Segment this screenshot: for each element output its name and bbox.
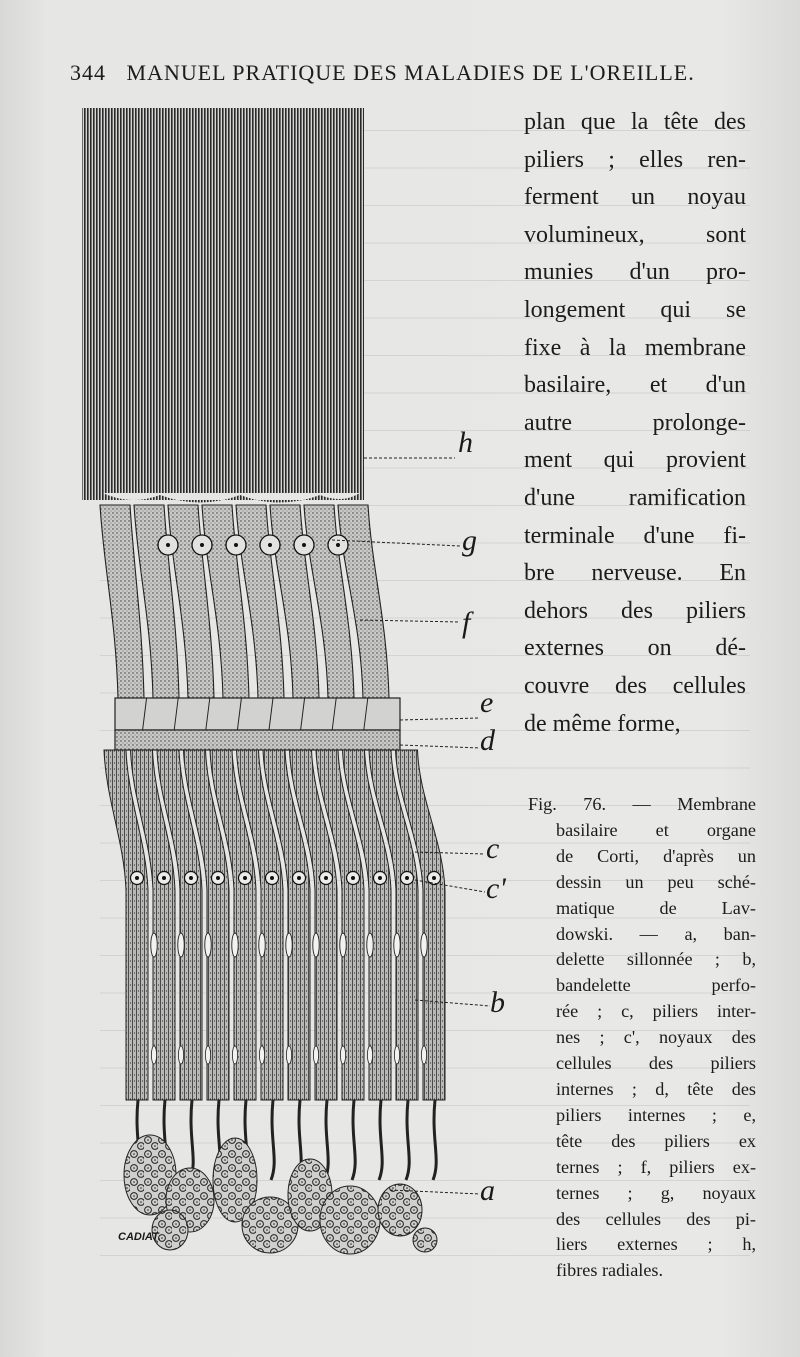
nucleus-dot bbox=[336, 543, 340, 547]
caption-line: ternes ; f, piliers ex- bbox=[556, 1156, 756, 1177]
perforation bbox=[151, 1046, 156, 1064]
body-line: fixe à la membrane bbox=[524, 334, 746, 361]
caption-line: delette sillonnée ; b, bbox=[556, 949, 756, 970]
body-line: externes on dé- bbox=[524, 635, 746, 662]
fibre-tail bbox=[406, 1100, 409, 1180]
figure-illustration bbox=[60, 100, 510, 1270]
perforation bbox=[286, 933, 292, 957]
caption-line: liers externes ; h, bbox=[556, 1234, 756, 1255]
body-text-column bbox=[524, 104, 746, 743]
external-pillar-heads bbox=[115, 698, 400, 730]
internal-nucleus-dot bbox=[297, 876, 301, 880]
perforation bbox=[367, 933, 373, 957]
body-line: terminale d'une fi- bbox=[524, 522, 746, 549]
caption-line: Fig. 76. — Membrane bbox=[528, 794, 756, 814]
cell-cluster bbox=[413, 1228, 437, 1252]
fibre-tail bbox=[271, 1100, 274, 1180]
nucleus-dot bbox=[302, 543, 306, 547]
body-line: plan que la tête des bbox=[524, 109, 746, 135]
caption-line: fibres radiales. bbox=[556, 1260, 664, 1281]
caption-line: tête des piliers ex bbox=[556, 1130, 756, 1151]
running-title: MANUEL PRATIQUE DES MALADIES DE L'OREILLE. bbox=[126, 60, 695, 85]
figure-labels bbox=[458, 426, 506, 1207]
internal-nucleus-dot bbox=[243, 876, 247, 880]
internal-nucleus-dot bbox=[189, 876, 193, 880]
label-e: e bbox=[480, 686, 494, 719]
radial-fibres-band bbox=[82, 108, 364, 503]
perforation bbox=[313, 933, 319, 957]
caption-line: matique de Lav- bbox=[556, 897, 756, 918]
label-b: b bbox=[490, 986, 505, 1019]
body-line: basilaire, et d'un bbox=[524, 372, 746, 399]
internal-nucleus-dot bbox=[162, 876, 166, 880]
caption-line: des cellules des pi- bbox=[556, 1208, 756, 1229]
internal-pillar-heads bbox=[115, 730, 400, 750]
perforation bbox=[205, 1046, 210, 1064]
label-a: a bbox=[480, 1174, 495, 1207]
perforation bbox=[367, 1046, 372, 1064]
figure-76-organ-of-corti bbox=[60, 100, 510, 1270]
perforation bbox=[394, 1046, 399, 1064]
cell-cluster bbox=[320, 1186, 380, 1254]
label-h: h bbox=[458, 426, 473, 459]
body-line: longement qui se bbox=[524, 296, 746, 323]
body-line: munies d'un pro- bbox=[524, 259, 746, 286]
external-pillars bbox=[100, 505, 389, 698]
label-g: g bbox=[462, 524, 477, 557]
internal-nucleus-dot bbox=[378, 876, 382, 880]
internal-nucleus-dot bbox=[270, 876, 274, 880]
caption-line: nes ; c', noyaux des bbox=[556, 1027, 756, 1048]
internal-nucleus-dot bbox=[405, 876, 409, 880]
fibre-tail bbox=[325, 1100, 328, 1180]
fibre-tail bbox=[433, 1100, 436, 1180]
internal-nucleus-dot bbox=[324, 876, 328, 880]
fibre-tail bbox=[352, 1100, 355, 1180]
caption-line: bandelette perfo- bbox=[556, 975, 756, 996]
engraver-signature: CADIAT. bbox=[118, 1231, 161, 1243]
perforation bbox=[421, 1046, 426, 1064]
perforation bbox=[151, 933, 157, 957]
caption-line: cellules des piliers bbox=[556, 1053, 756, 1074]
body-line: piliers ; elles ren- bbox=[524, 146, 746, 173]
running-header bbox=[70, 60, 750, 92]
internal-nucleus-dot bbox=[216, 876, 220, 880]
internal-nucleus-dot bbox=[135, 876, 139, 880]
cell-cluster bbox=[152, 1210, 188, 1250]
caption-line: dessin un peu sché- bbox=[556, 871, 756, 892]
internal-nucleus-dot bbox=[351, 876, 355, 880]
nucleus-dot bbox=[200, 543, 204, 547]
fibre-tail bbox=[379, 1100, 382, 1180]
caption-line: ternes ; g, noyaux bbox=[556, 1182, 756, 1203]
caption-line: rée ; c, piliers inter- bbox=[556, 1001, 756, 1022]
label-c: c bbox=[486, 832, 500, 865]
nucleus-dot bbox=[268, 543, 272, 547]
perforation bbox=[340, 933, 346, 957]
perforation bbox=[340, 1046, 345, 1064]
perforation bbox=[259, 933, 265, 957]
perforation bbox=[394, 933, 400, 957]
body-line: autre prolonge- bbox=[524, 409, 746, 436]
caption-line: internes ; d, tête des bbox=[556, 1078, 756, 1099]
caption-line: dowski. — a, ban- bbox=[556, 923, 756, 944]
body-line: ment qui provient bbox=[524, 447, 746, 474]
label-f: f bbox=[462, 606, 471, 639]
perforation bbox=[178, 1046, 183, 1064]
internal-nucleus-dot bbox=[432, 876, 436, 880]
caption-line: basilaire et organe bbox=[556, 819, 756, 840]
caption-line: de Corti, d'après un bbox=[556, 845, 756, 866]
label-c-prime: c' bbox=[486, 872, 506, 905]
body-line: ferment un noyau bbox=[524, 184, 746, 211]
perforation bbox=[178, 933, 184, 957]
figure-caption bbox=[528, 792, 756, 1284]
body-line: volumineux, sont bbox=[524, 221, 746, 248]
internal-pillar-nuclei bbox=[131, 872, 441, 885]
body-line: de même forme, bbox=[524, 710, 681, 737]
grooved-band bbox=[124, 1100, 437, 1254]
perforation bbox=[421, 933, 427, 957]
cell-cluster bbox=[378, 1184, 422, 1236]
page-number: 344 bbox=[70, 60, 106, 85]
perforation bbox=[259, 1046, 264, 1064]
perforation bbox=[286, 1046, 291, 1064]
perforation bbox=[232, 933, 238, 957]
body-line: couvre des cellules bbox=[524, 672, 746, 699]
perforation bbox=[232, 1046, 237, 1064]
perforation bbox=[205, 933, 211, 957]
perforation bbox=[313, 1046, 318, 1064]
body-line: bre nerveuse. En bbox=[524, 560, 746, 587]
body-line: dehors des piliers bbox=[524, 597, 746, 624]
body-line: d'une ramification bbox=[524, 484, 746, 511]
nucleus-dot bbox=[234, 543, 238, 547]
label-d: d bbox=[480, 724, 495, 757]
nucleus-dot bbox=[166, 543, 170, 547]
caption-line: piliers internes ; e, bbox=[556, 1104, 756, 1125]
